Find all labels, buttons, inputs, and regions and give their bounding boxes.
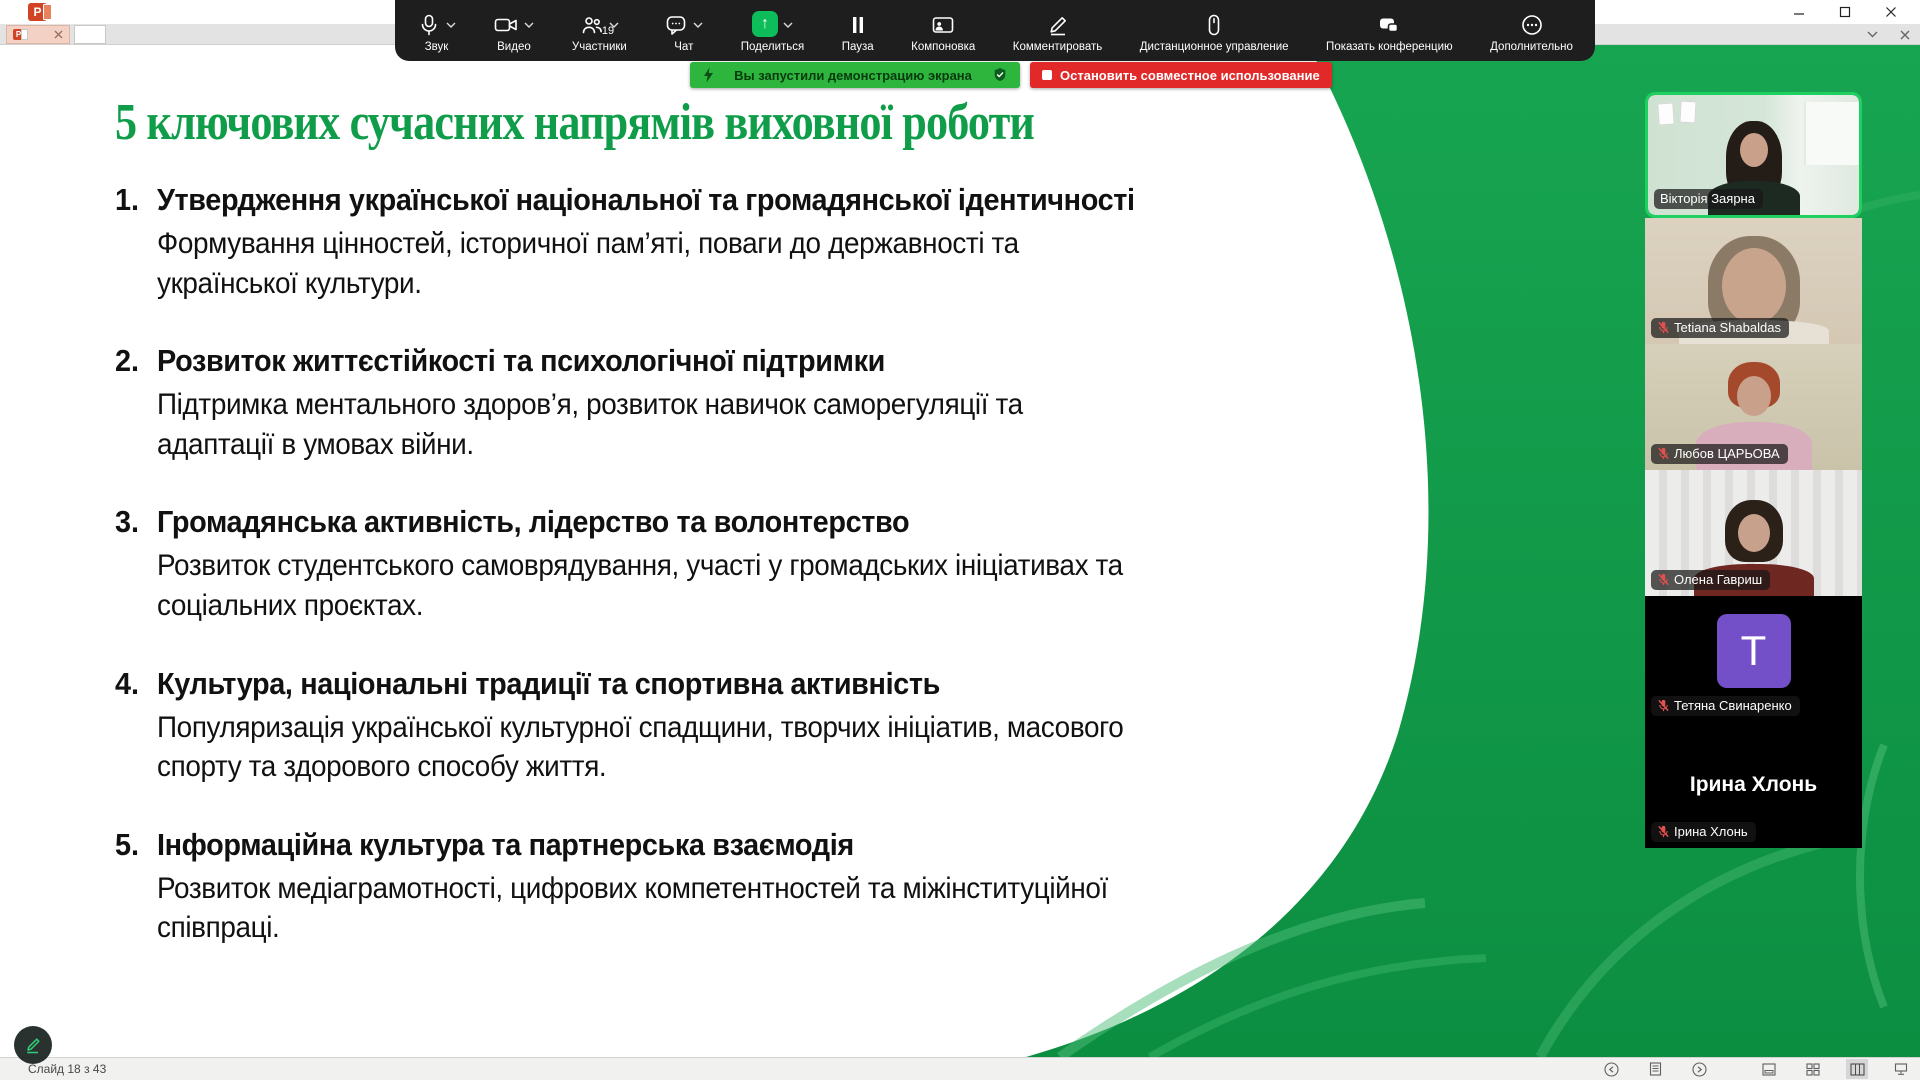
layout-button[interactable] (911, 9, 975, 53)
shield-check-icon[interactable] (992, 66, 1008, 84)
share-label: Поделиться (740, 40, 805, 53)
annotation-fab-button[interactable] (14, 1026, 52, 1064)
avatar: T (1717, 614, 1791, 688)
audio-label: Звук (424, 40, 449, 53)
chat-icon (664, 13, 688, 37)
muted-mic-icon (1657, 447, 1670, 460)
zoom-meeting-toolbar (395, 0, 1595, 61)
close-button[interactable] (1868, 0, 1914, 24)
participants-count-badge: 19 (601, 24, 615, 37)
powerpoint-logo-icon: P (28, 3, 47, 21)
show-conference-button[interactable] (1326, 9, 1453, 53)
show-conference-icon (1376, 13, 1402, 37)
reading-view-button[interactable] (1846, 1059, 1868, 1079)
audio-button[interactable] (417, 9, 456, 53)
close-icon[interactable] (1900, 30, 1910, 40)
presentation-document-tab[interactable] (6, 25, 70, 44)
powerpoint-status-bar (0, 1057, 1920, 1080)
stop-share-text: Остановить совместное использование (1060, 67, 1320, 83)
video-icon (493, 13, 519, 37)
item-number: 3. (115, 504, 140, 540)
video-tile-tetiana-svynarenko[interactable] (1645, 596, 1862, 722)
muted-mic-icon (1657, 573, 1670, 586)
slide-item-1 (115, 182, 1455, 303)
video-button[interactable] (493, 9, 534, 53)
remote-control-button[interactable] (1140, 9, 1289, 53)
annotate-label: Комментировать (1012, 40, 1103, 53)
participant-name-label (1654, 189, 1763, 209)
pause-share-button[interactable] (842, 9, 874, 53)
item-body: Підтримка ментального здоров’я, розвиток навичок саморегуляції та адаптації в умовах війни. (157, 388, 1023, 461)
notes-button[interactable] (1644, 1059, 1666, 1079)
item-heading: Громадянська активність, лідерство та волонтерство (157, 504, 910, 540)
video-tile-iryna-khlon[interactable] (1645, 722, 1862, 848)
next-slide-button[interactable] (1688, 1059, 1710, 1079)
layout-label: Компоновка (911, 40, 976, 53)
previous-slide-button[interactable] (1600, 1059, 1622, 1079)
participant-name: Тетяна Свинаренко (1674, 698, 1792, 713)
item-heading: Розвиток життєстійкості та психологічної підтримки (157, 343, 886, 379)
minimize-icon (1793, 6, 1805, 18)
participant-name: Ірина Хлонь (1674, 824, 1748, 839)
annotate-pencil-icon (1046, 13, 1070, 37)
pause-label: Пауза (841, 40, 874, 53)
slide-content (115, 93, 1455, 988)
more-ellipsis-icon (1520, 13, 1544, 37)
participants-video-sidebar (1645, 92, 1862, 848)
chevron-down-icon[interactable] (693, 22, 703, 28)
muted-mic-icon (1657, 825, 1670, 838)
participant-name-label (1651, 570, 1770, 590)
chevron-down-icon[interactable] (1867, 31, 1878, 38)
participant-name-label (1651, 822, 1756, 842)
participant-name-label (1651, 696, 1800, 716)
shared-screen-slide (0, 45, 1920, 1057)
participants-icon (580, 13, 604, 37)
item-body: Формування цінностей, історичної пам’яті, поваги до державності та української культури. (157, 227, 1019, 300)
slide-item-4 (115, 666, 1455, 787)
screen-share-active-banner (690, 62, 1020, 88)
chevron-down-icon[interactable] (446, 22, 456, 28)
pencil-icon (23, 1035, 43, 1055)
video-tile-olena-havrysh[interactable] (1645, 470, 1862, 596)
stop-icon (1042, 70, 1052, 80)
item-body: Розвиток студентського самоврядування, участі у громадських ініціативах та соціальних проєктах. (157, 549, 1123, 622)
share-started-text: Вы запустили демонстрацию экрана (734, 67, 972, 83)
participant-name: Tetiana Shabaldas (1674, 320, 1781, 335)
participant-name-label (1651, 444, 1788, 464)
slideshow-view-button[interactable] (1890, 1059, 1912, 1079)
stop-share-button[interactable] (1030, 62, 1332, 88)
muted-mic-icon (1657, 321, 1670, 334)
close-tab-icon[interactable] (54, 30, 63, 39)
chat-button[interactable] (664, 9, 703, 53)
item-heading: Інформаційна культура та партнерська взаємодія (157, 826, 854, 862)
remote-control-label: Дистанционное управление (1139, 40, 1289, 53)
slide-counter: Слайд 18 з 43 (28, 1062, 107, 1076)
video-tile-viktoriia-zaiarna[interactable] (1645, 92, 1862, 218)
powerpoint-file-icon: P (13, 29, 24, 40)
minimize-button[interactable] (1776, 0, 1822, 24)
slide-title: 5 ключових сучасних напрямів виховної роботи (115, 94, 1035, 151)
slide-item-3 (115, 504, 1455, 625)
item-heading: Утвердження української національної та громадянської ідентичності (157, 182, 1135, 217)
participant-name-label (1651, 318, 1789, 338)
remote-control-mouse-icon (1202, 13, 1226, 37)
video-tile-liubov-tsarova[interactable] (1645, 344, 1862, 470)
chevron-down-icon[interactable] (524, 22, 534, 28)
muted-mic-icon (1657, 699, 1670, 712)
share-icon: ↑ (752, 11, 778, 37)
participant-display-name: Ірина Хлонь (1689, 773, 1818, 796)
participants-button[interactable] (572, 9, 627, 53)
video-tile-tetiana-shabaldas[interactable] (1645, 218, 1862, 344)
normal-view-button[interactable] (1758, 1059, 1780, 1079)
slide-sorter-view-button[interactable] (1802, 1059, 1824, 1079)
item-number: 5. (115, 826, 140, 862)
item-number: 2. (115, 343, 140, 379)
maximize-button[interactable] (1822, 0, 1868, 24)
item-number: 1. (115, 182, 140, 217)
chevron-down-icon[interactable] (783, 22, 793, 28)
participant-name: Олена Гавриш (1674, 572, 1763, 587)
mic-icon (417, 13, 441, 37)
window-controls (1776, 0, 1914, 24)
participants-label: Участники (571, 40, 627, 53)
show-conference-label: Показать конференцию (1326, 40, 1453, 53)
item-body: Популяризація української культурної спадщини, творчих ініціатив, масового спорту та здорового способу життя. (157, 710, 1124, 784)
item-body: Розвиток медіаграмотності, цифрових компетентностей та міжінституційної співпраці. (157, 871, 1108, 945)
slide-item-5 (115, 827, 1455, 948)
chat-label: Чат (674, 40, 694, 53)
slide-item-2 (115, 343, 1455, 464)
annotate-button[interactable] (1013, 9, 1103, 53)
blank-tab[interactable] (74, 25, 106, 44)
participant-name: Вікторія Заярна (1660, 191, 1755, 206)
close-icon (1885, 6, 1897, 18)
pause-icon (847, 13, 869, 37)
more-button[interactable] (1490, 9, 1573, 53)
bolt-icon (702, 67, 714, 83)
share-screen-button[interactable] (741, 9, 805, 53)
item-heading: Культура, національні традиції та спортивна активність (157, 665, 940, 701)
more-label: Дополнительно (1490, 40, 1573, 53)
layout-icon (930, 13, 956, 37)
maximize-icon (1839, 6, 1851, 18)
participant-name: Любов ЦАРЬОВА (1674, 446, 1780, 461)
item-number: 4. (115, 665, 140, 701)
video-label: Видео (497, 40, 531, 53)
